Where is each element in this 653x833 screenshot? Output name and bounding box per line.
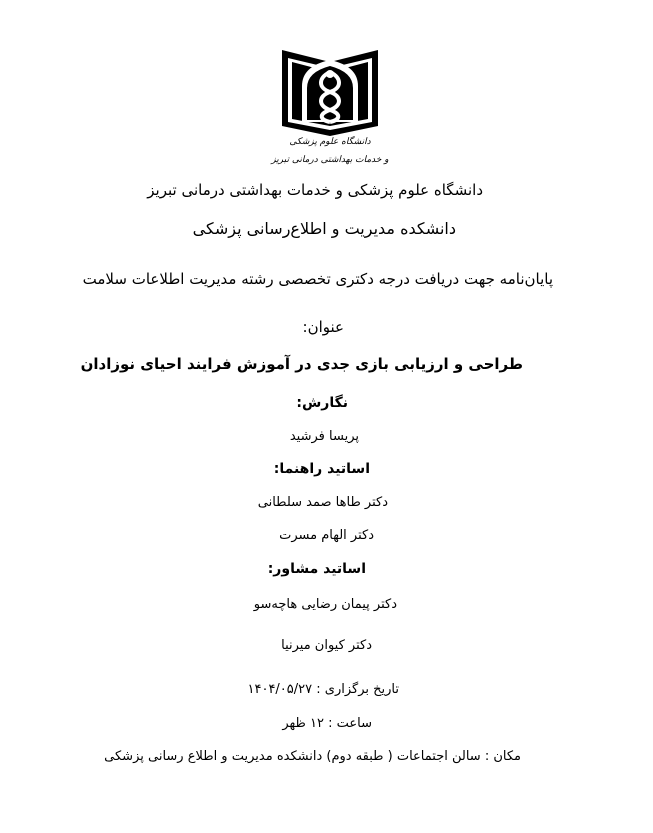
event-place: مکان : سالن اجتماعات ( طبقه دوم) دانشکده مدیریت و اطلاع رسانی پزشکی	[104, 749, 521, 764]
event-date: تاریخ برگزاری : ۱۴۰۴/۰۵/۲۷	[247, 682, 399, 697]
author-name: پریسا فرشید	[289, 429, 359, 444]
tabriz-university-emblem-icon	[270, 44, 390, 169]
title-label: عنوان:	[302, 318, 344, 336]
faculty-name: دانشکده مدیریت و اطلاع‌رسانی پزشکی	[192, 219, 456, 238]
advisors-label: اساتید مشاور:	[267, 561, 366, 577]
thesis-statement: پایان‌نامه جهت دریافت درجه دکتری تخصصی رشته مدیریت اطلاعات سلامت	[82, 270, 553, 288]
thesis-title: طراحی و ارزیابی بازی جدی در آموزش فرایند احیای نوزادان	[80, 355, 523, 373]
author-label: نگارش:	[296, 395, 348, 411]
logo-caption-line1: دانشگاه علوم پزشکی	[289, 137, 371, 147]
event-time: ساعت : ۱۲ ظهر	[282, 716, 372, 731]
supervisors-label: اساتید راهنما:	[273, 461, 370, 477]
supervisor-name: دکتر الهام مسرت	[279, 528, 374, 543]
supervisor-name: دکتر طاها صمد سلطانی	[257, 495, 388, 510]
logo-caption-line2: و خدمات بهداشتی درمانی تبریز	[271, 155, 389, 165]
university-name: دانشگاه علوم پزشکی و خدمات بهداشتی درمانی تبریز	[147, 181, 483, 199]
advisor-name: دکتر پیمان رضایی هاچه‌سو	[253, 597, 397, 612]
advisor-name: دکتر کیوان میرنیا	[281, 638, 372, 653]
